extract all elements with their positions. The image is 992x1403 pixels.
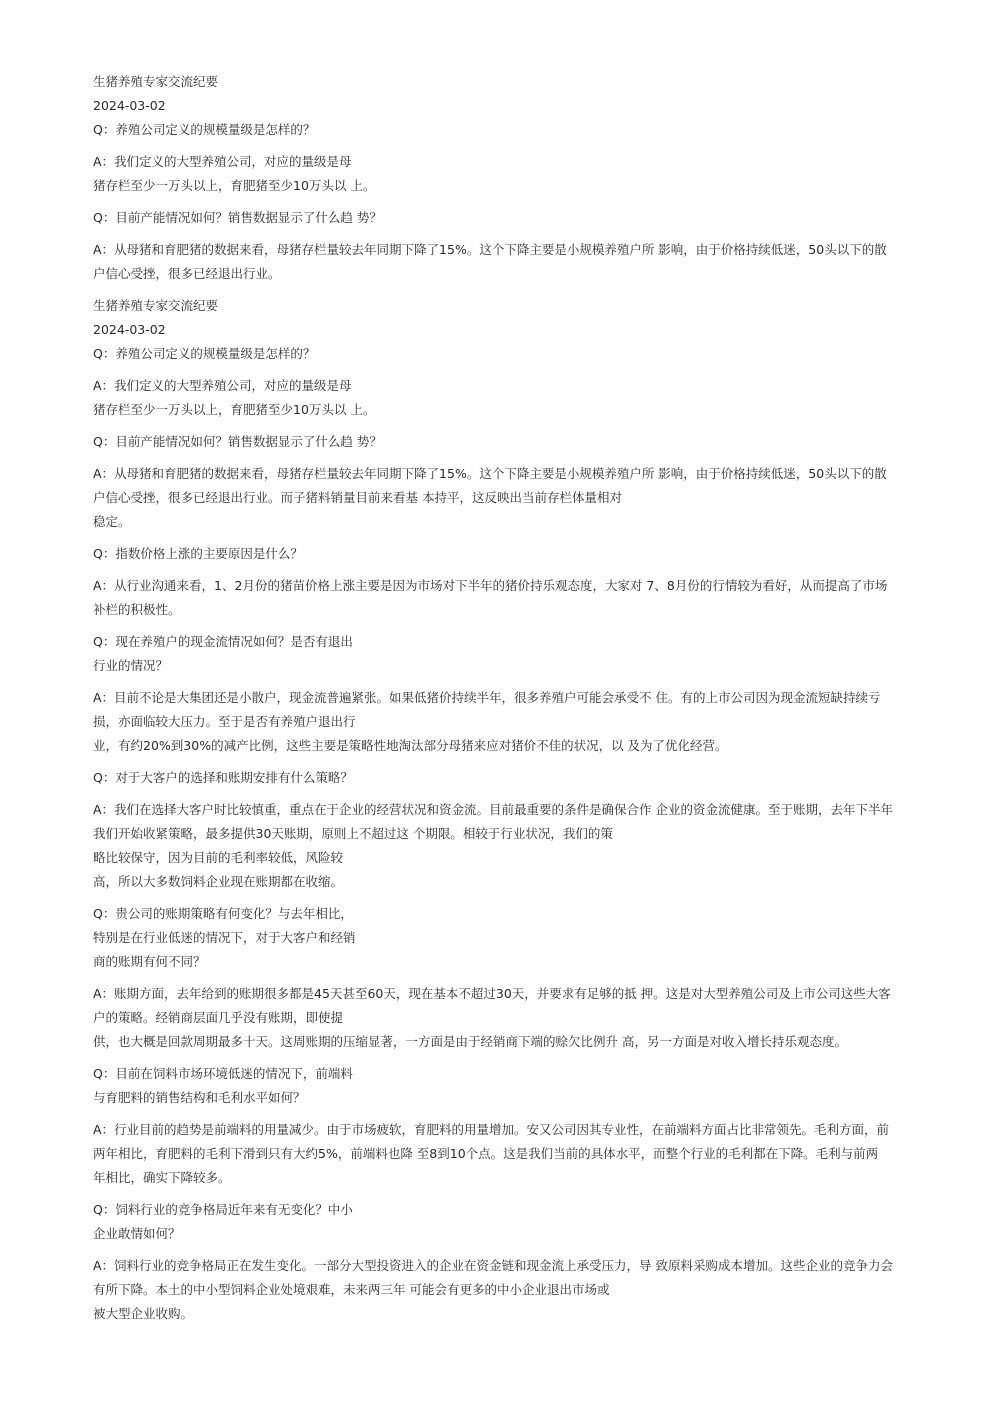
paragraph — [93, 70, 945, 142]
paragraph — [93, 542, 945, 566]
text-line: 两年相比，育肥料的毛利下滑到只有大约5%，前端料也降 至8到10个点。这是我们当前的具体水平，而整个行业的毛利都在下降。毛利与前两 — [93, 1146, 879, 1161]
paragraph — [93, 1062, 945, 1110]
text-line: Q：饲料行业的竞争格局近年来有无变化？中小 — [93, 1202, 353, 1217]
paragraph — [93, 686, 945, 758]
text-line: 供，也大概是回款周期最多十天。这周账期的压缩显著，一方面是由于经销商下端的赊欠比例升 高，另一方面是对收入增长持乐观态度。 — [93, 1034, 847, 1049]
text-line: Q：养殖公司定义的规模量级是怎样的？ — [93, 346, 316, 361]
paragraph — [93, 982, 945, 1054]
text-line: 稳定。 — [93, 514, 131, 529]
text-line: A：从母猪和育肥猪的数据来看，母猪存栏量较去年同期下降了15%。这个下降主要是小规模养殖户所 影响，由于价格持续低迷，50头以下的散 — [93, 242, 887, 257]
paragraph — [93, 238, 945, 286]
paragraph — [93, 798, 945, 894]
text-line: 业，有约20%到30%的减产比例，这些主要是策略性地淘汰部分母猪来应对猪价不佳的状况，以 及为了优化经营。 — [93, 738, 728, 753]
text-line: Q：目前产能情况如何？销售数据显示了什么趋 势？ — [93, 210, 382, 225]
text-line: Q：对于大客户的选择和账期安排有什么策略？ — [93, 770, 353, 785]
text-line: 特别是在行业低迷的情况下，对于大客户和经销 — [93, 930, 356, 945]
text-line: 有所下降。本土的中小型饲料企业处境艰难，未来两三年 可能会有更多的中小企业退出市场或 — [93, 1282, 610, 1297]
text-line: Q：养殖公司定义的规模量级是怎样的？ — [93, 122, 316, 137]
text-line: Q：现在养殖户的现金流情况如何？是否有退出 — [93, 634, 353, 649]
paragraph — [93, 150, 945, 198]
paragraph — [93, 574, 945, 622]
document-body — [93, 70, 945, 1334]
paragraph — [93, 462, 945, 534]
paragraph — [93, 1254, 945, 1326]
text-line: 损，亦面临较大压力。至于是否有养殖户退出行 — [93, 714, 356, 729]
text-line: 补栏的积极性。 — [93, 602, 181, 617]
paragraph — [93, 430, 945, 454]
paragraph — [93, 294, 945, 366]
text-line: 我们开始收紧策略，最多提供30天账期，原则上不超过这 个期限。相较于行业状况，我们的策 — [93, 826, 613, 841]
text-line: Q：指数价格上涨的主要原因是什么？ — [93, 546, 303, 561]
text-line: A：饲料行业的竞争格局正在发生变化。一部分大型投资进入的企业在资金链和现金流上承受压力，导 致原料采购成本增加。这些企业的竞争力会 — [93, 1258, 894, 1273]
text-line: 户的策略。经销商层面几乎没有账期，即使提 — [93, 1010, 344, 1025]
text-line: A：我们定义的大型养殖公司，对应的量级是母 — [93, 154, 352, 169]
text-line: 猪存栏至少一万头以上，育肥猪至少10万头以 上。 — [93, 402, 376, 417]
text-line: 年相比，确实下降较多。 — [93, 1170, 231, 1185]
text-line: 略比较保守，因为目前的毛利率较低，风险较 — [93, 850, 344, 865]
paragraph — [93, 206, 945, 230]
text-line: Q：贵公司的账期策略有何变化？与去年相比， — [93, 906, 353, 921]
text-line: 户信心受挫，很多已经退出行业。 — [93, 266, 281, 281]
text-line: 2024-03-02 — [93, 98, 166, 113]
text-line: A：目前不论是大集团还是小散户，现金流普遍紧张。如果低猪价持续半年，很多养殖户可能会承受不 住。有的上市公司因为现金流短缺持续亏 — [93, 690, 881, 705]
text-line: 被大型企业收购。 — [93, 1306, 194, 1321]
text-line: A：从母猪和育肥猪的数据来看，母猪存栏量较去年同期下降了15%。这个下降主要是小规模养殖户所 影响，由于价格持续低迷，50头以下的散 — [93, 466, 887, 481]
paragraph — [93, 1118, 945, 1190]
text-line: Q：目前在饲料市场环境低迷的情况下，前端料 — [93, 1066, 353, 1081]
text-line: Q：目前产能情况如何？销售数据显示了什么趋 势？ — [93, 434, 382, 449]
text-line: 2024-03-02 — [93, 322, 166, 337]
text-line: 户信心受挫，很多已经退出行业。而子猪料销量目前来看基 本持平，这反映出当前存栏体量相对 — [93, 490, 622, 505]
text-line: 商的账期有何不同？ — [93, 954, 206, 969]
paragraph — [93, 766, 945, 790]
paragraph — [93, 374, 945, 422]
text-line: 企业敢情如何？ — [93, 1226, 181, 1241]
text-line: 生猪养殖专家交流纪要 — [93, 298, 219, 313]
text-line: 与育肥料的销售结构和毛利水平如何？ — [93, 1090, 306, 1105]
text-line: 猪存栏至少一万头以上，育肥猪至少10万头以 上。 — [93, 178, 376, 193]
text-line: 高，所以大多数饲料企业现在账期都在收缩。 — [93, 874, 344, 889]
text-line: A：行业目前的趋势是前端料的用量减少。由于市场疲软，育肥料的用量增加。安又公司因其专业性，在前端料方面占比非常领先。毛利方面，前 — [93, 1122, 890, 1137]
paragraph — [93, 630, 945, 678]
text-line: A：我们定义的大型养殖公司，对应的量级是母 — [93, 378, 352, 393]
text-line: 生猪养殖专家交流纪要 — [93, 74, 219, 89]
text-line: 行业的情况？ — [93, 658, 169, 673]
text-line: A：账期方面，去年给到的账期很多都是45天甚至60天，现在基本不超过30天，并要求有足够的抵 押。这是对大型养殖公司及上市公司这些大客 — [93, 986, 891, 1001]
text-line: A：我们在选择大客户时比较慎重，重点在于企业的经营状况和资金流。目前最重要的条件是确保合作 企业的资金流健康。至于账期，去年下半年 — [93, 802, 894, 817]
paragraph — [93, 1198, 945, 1246]
text-line: A：从行业沟通来看，1、2月份的猪苗价格上涨主要是因为市场对下半年的猪价持乐观态度，大家对 7、8月份的行情较为看好，从而提高了市场 — [93, 578, 888, 593]
paragraph — [93, 902, 945, 974]
